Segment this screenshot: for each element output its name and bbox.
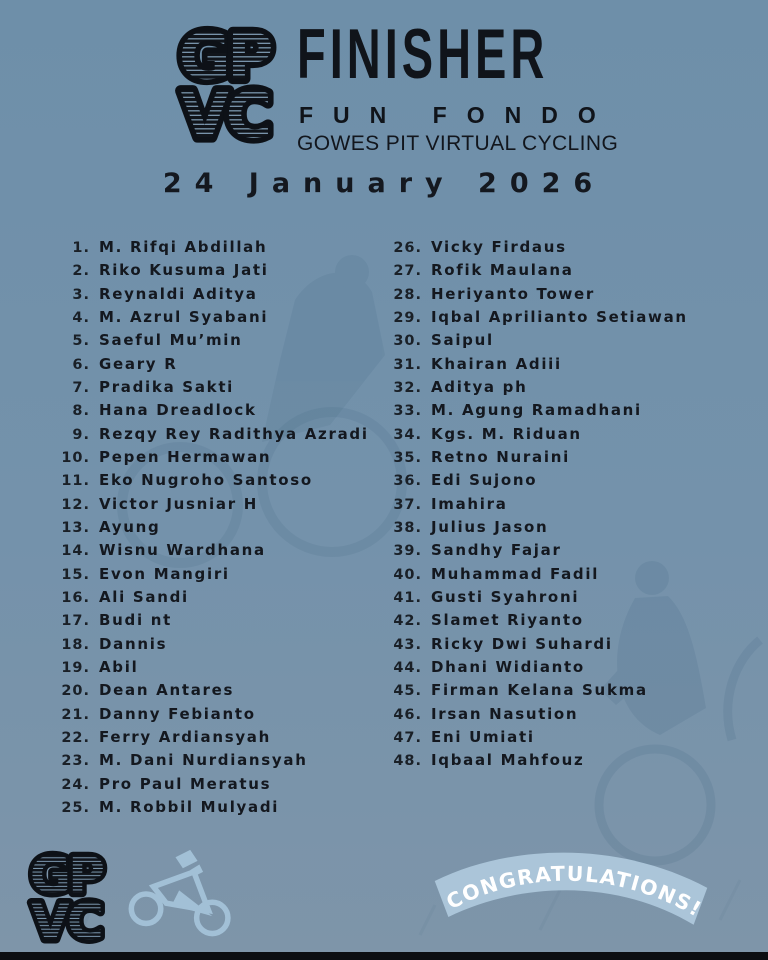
list-item xyxy=(390,378,750,401)
finisher-number: 16. xyxy=(61,589,90,606)
list-item xyxy=(390,728,750,751)
finisher-number: 5. xyxy=(72,333,90,350)
finisher-number: 3. xyxy=(72,286,90,303)
finisher-number: 8. xyxy=(72,403,90,420)
finisher-name: Pradika Sakti xyxy=(99,377,235,396)
finisher-number: 9. xyxy=(72,426,90,443)
list-item xyxy=(58,518,388,541)
finisher-number: 47. xyxy=(393,729,422,746)
finisher-name: Saeful Mu’min xyxy=(99,331,243,350)
finisher-name: Wisnu Wardhana xyxy=(99,541,266,560)
finisher-name: Pro Paul Meratus xyxy=(99,774,272,793)
finisher-number: 29. xyxy=(393,309,422,326)
list-item xyxy=(390,238,750,261)
finisher-name: M. Dani Nurdiansyah xyxy=(99,751,308,770)
finisher-name: Iqbaal Mahfouz xyxy=(431,751,585,770)
finisher-name: Retno Nuraini xyxy=(431,447,570,466)
list-item xyxy=(390,331,750,354)
finisher-name: Aditya ph xyxy=(431,377,528,396)
finisher-number: 13. xyxy=(61,519,90,536)
finisher-name: M. Azrul Syabani xyxy=(99,307,269,326)
event-title: FINISHER xyxy=(297,13,549,93)
finisher-name: M. Rifqi Abdillah xyxy=(99,238,268,256)
finisher-list-right xyxy=(390,238,750,775)
list-item xyxy=(390,355,750,378)
finisher-number: 48. xyxy=(393,753,422,770)
finisher-list-left xyxy=(58,238,388,821)
list-item xyxy=(390,635,750,658)
finisher-number: 21. xyxy=(61,706,90,723)
finisher-name: Pepen Hermawan xyxy=(99,447,272,466)
finisher-name: Reynaldi Aditya xyxy=(99,284,258,303)
finisher-number: 39. xyxy=(393,543,422,560)
list-item xyxy=(390,588,750,611)
list-item xyxy=(58,798,388,821)
finisher-name: Sandhy Fajar xyxy=(431,541,562,560)
event-subtitle: FUN FONDO xyxy=(299,102,616,128)
list-item xyxy=(58,355,388,378)
finisher-name: Danny Febianto xyxy=(99,704,256,723)
finisher-name: Dean Antares xyxy=(99,681,235,700)
finisher-name: Gusti Syahroni xyxy=(431,587,580,606)
list-item xyxy=(390,751,750,774)
finisher-name: Heriyanto Tower xyxy=(431,284,596,303)
list-item xyxy=(390,658,750,681)
list-item xyxy=(58,378,388,401)
finisher-name: Evon Mangiri xyxy=(99,564,230,583)
list-item xyxy=(58,588,388,611)
finisher-name: M. Agung Ramadhani xyxy=(431,401,642,420)
finisher-number: 19. xyxy=(61,659,90,676)
finisher-name: Imahira xyxy=(431,494,508,513)
finisher-number: 30. xyxy=(393,333,422,350)
finisher-number: 32. xyxy=(393,379,422,396)
finisher-number: 46. xyxy=(393,706,422,723)
logo-text-bottom: VC xyxy=(30,893,102,952)
finisher-number: 2. xyxy=(72,263,90,280)
finisher-number: 37. xyxy=(393,496,422,513)
list-item xyxy=(390,518,750,541)
finisher-name: Eko Nugroho Santoso xyxy=(99,471,313,490)
logo-text-bottom: VC xyxy=(180,78,269,148)
finisher-number: 31. xyxy=(393,356,422,373)
finisher-number: 1. xyxy=(72,240,90,256)
list-item xyxy=(58,261,388,284)
finisher-number: 12. xyxy=(61,496,90,513)
gpvc-logo xyxy=(156,22,293,148)
list-item xyxy=(390,261,750,284)
list-item xyxy=(58,728,388,751)
finisher-name: Firman Kelana Sukma xyxy=(431,681,648,700)
finisher-name: Dhani Widianto xyxy=(431,657,585,676)
finisher-number: 14. xyxy=(61,543,90,560)
list-item xyxy=(390,401,750,424)
list-item xyxy=(58,658,388,681)
finisher-name: Dannis xyxy=(99,634,168,653)
finisher-name: Ayung xyxy=(99,517,161,536)
finisher-name: M. Robbil Mulyadi xyxy=(99,797,280,816)
finisher-number: 26. xyxy=(393,240,422,256)
finisher-name: Ricky Dwi Suhardi xyxy=(431,634,613,653)
finisher-number: 28. xyxy=(393,286,422,303)
finisher-name: Khairan Adiii xyxy=(431,354,562,373)
logo-text-top: GP xyxy=(178,22,271,94)
bottom-bar xyxy=(0,952,768,960)
list-item xyxy=(58,541,388,564)
finisher-number: 34. xyxy=(393,426,422,443)
finisher-number: 6. xyxy=(72,356,90,373)
finisher-number: 22. xyxy=(61,729,90,746)
list-item xyxy=(58,635,388,658)
gpvc-logo-footer xyxy=(16,843,116,953)
finisher-number: 41. xyxy=(393,589,422,606)
congratulations-banner xyxy=(425,826,717,936)
organization-name: GOWES PIT VIRTUAL CYCLING xyxy=(297,132,619,155)
finisher-name: Hana Dreadlock xyxy=(99,401,257,420)
finisher-name: Victor Jusniar H xyxy=(99,494,258,513)
list-item xyxy=(390,285,750,308)
list-item xyxy=(390,611,750,634)
finisher-number: 24. xyxy=(61,776,90,793)
finisher-name: Rezqy Rey Radithya Azradi xyxy=(99,424,369,443)
finisher-number: 23. xyxy=(61,753,90,770)
finisher-number: 35. xyxy=(393,449,422,466)
list-item xyxy=(390,495,750,518)
logo-text-top: GP xyxy=(29,846,103,905)
list-item xyxy=(390,308,750,331)
list-item xyxy=(58,425,388,448)
finisher-name: Julius Jason xyxy=(431,517,549,536)
list-item xyxy=(58,471,388,494)
list-item xyxy=(58,565,388,588)
finisher-number: 43. xyxy=(393,636,422,653)
finisher-number: 11. xyxy=(61,473,90,490)
finisher-name: Eni Umiati xyxy=(431,727,535,746)
finisher-name: Iqbal Aprilianto Setiawan xyxy=(431,307,688,326)
list-item xyxy=(390,681,750,704)
list-item xyxy=(58,681,388,704)
finisher-name: Slamet Riyanto xyxy=(431,611,584,630)
list-item xyxy=(58,611,388,634)
finisher-number: 10. xyxy=(61,449,90,466)
bicycle-icon xyxy=(122,848,240,940)
list-item xyxy=(58,401,388,424)
finisher-name: Saipul xyxy=(431,331,494,350)
list-item xyxy=(390,541,750,564)
list-item xyxy=(58,495,388,518)
list-item xyxy=(390,565,750,588)
finisher-number: 17. xyxy=(61,613,90,630)
list-item xyxy=(390,425,750,448)
finisher-number: 27. xyxy=(393,263,422,280)
finisher-number: 33. xyxy=(393,403,422,420)
list-item xyxy=(390,705,750,728)
finisher-number: 45. xyxy=(393,683,422,700)
list-item xyxy=(58,751,388,774)
finisher-number: 44. xyxy=(393,659,422,676)
list-item xyxy=(390,471,750,494)
finisher-number: 25. xyxy=(61,799,90,816)
finisher-number: 20. xyxy=(61,683,90,700)
finisher-name: Irsan Nasution xyxy=(431,704,579,723)
finisher-name: Vicky Firdaus xyxy=(431,238,567,256)
finisher-number: 15. xyxy=(61,566,90,583)
finisher-number: 7. xyxy=(72,379,90,396)
list-item xyxy=(58,331,388,354)
finisher-name: Kgs. M. Riduan xyxy=(431,424,582,443)
finisher-number: 38. xyxy=(393,519,422,536)
finisher-number: 42. xyxy=(393,613,422,630)
finisher-number: 40. xyxy=(393,566,422,583)
list-item xyxy=(58,238,388,261)
list-item xyxy=(58,775,388,798)
congratulations-text: CONGRATULATIONS! xyxy=(442,861,707,922)
finisher-name: Ferry Ardiansyah xyxy=(99,727,271,746)
finisher-number: 4. xyxy=(72,309,90,326)
finisher-number: 18. xyxy=(61,636,90,653)
list-item xyxy=(58,308,388,331)
finisher-name: Abil xyxy=(99,657,139,676)
event-date: 24 January 2026 xyxy=(162,168,606,199)
header xyxy=(156,13,627,155)
finisher-name: Geary R xyxy=(99,354,178,373)
list-item xyxy=(58,705,388,728)
finisher-name: Edi Sujono xyxy=(431,471,538,490)
finisher-name: Muhammad Fadil xyxy=(431,564,600,583)
list-item xyxy=(390,448,750,471)
finisher-number: 36. xyxy=(393,473,422,490)
list-item xyxy=(58,448,388,471)
finisher-name: Rofik Maulana xyxy=(431,261,574,280)
finisher-name: Ali Sandi xyxy=(99,587,189,606)
title-block xyxy=(297,13,627,155)
finisher-name: Riko Kusuma Jati xyxy=(99,261,269,280)
list-item xyxy=(58,285,388,308)
finisher-name: Budi nt xyxy=(99,611,172,630)
